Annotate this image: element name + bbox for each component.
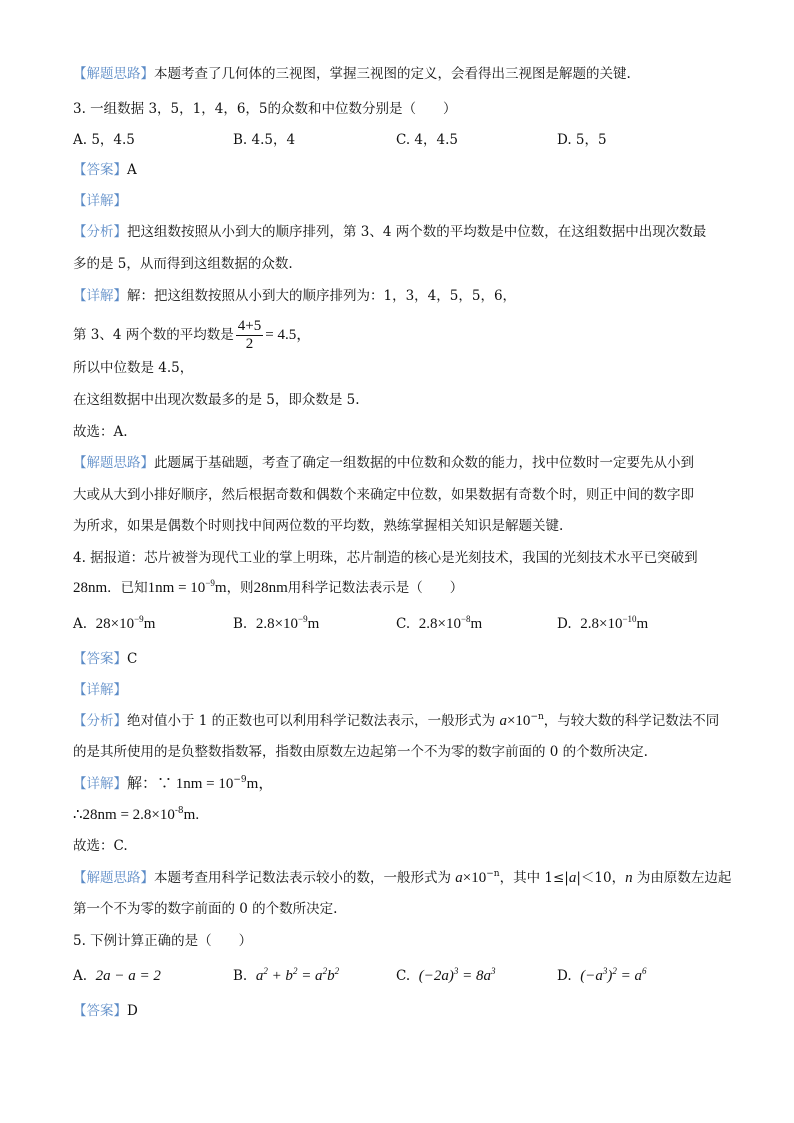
q4-result-exp: -8 xyxy=(174,806,184,816)
q4-jieti-text-3: |＜10， xyxy=(576,870,626,886)
q4-stem-text-2: ，则 xyxy=(226,580,254,596)
option-unit: m xyxy=(470,616,483,632)
option-label: A. xyxy=(73,616,88,632)
q3-analysis-text-1: 把这组数按照从小到大的顺序排列，第 3、4 两个数的平均数是中位数，在这组数据中出现次数最 xyxy=(127,224,707,240)
q3-jieti-text-1: 此题属于基础题，考查了确定一组数据的中位数和众数的能力，找中位数时一定要先从小到 xyxy=(154,455,694,471)
math-part: (−2a) xyxy=(418,968,454,984)
answer-value: A xyxy=(127,162,137,178)
analysis-tag: 【分析】 xyxy=(73,224,127,240)
q3-stem: 3. 一组数据 3，5，1，4，6，5的众数和中位数分别是（ ） xyxy=(73,101,457,117)
q4-solve-line-2 xyxy=(73,805,199,825)
q3-jieti-line-3: 为所求，如果是偶数个时则找中间两位数的平均数，熟练掌握相关知识是解题关键. xyxy=(73,518,564,534)
math-part: = 8a xyxy=(458,968,491,984)
detail-tag: 【详解】 xyxy=(73,193,127,209)
q4-result-unit: m. xyxy=(183,807,200,823)
ten-power: ×10 xyxy=(506,713,531,729)
solution-idea-text: 本题考查了几何体的三视图，掌握三视图的定义，会看得出三视图是解题的关键. xyxy=(154,66,631,82)
q3-jieti-line-1 xyxy=(73,453,694,473)
q5-option-c xyxy=(396,966,495,986)
option-label: D. xyxy=(557,616,572,632)
q4-stem-line-2 xyxy=(73,578,463,598)
detail-tag: 【详解】 xyxy=(73,682,127,698)
option-exp: −8 xyxy=(460,614,471,624)
option-math: 2a − a = 2 xyxy=(95,968,161,984)
fraction-result: = 4.5， xyxy=(265,327,312,343)
math-exp: 2 xyxy=(292,966,298,976)
option-math xyxy=(580,616,648,632)
q3-option-c: C. 4，4.5 xyxy=(396,132,458,148)
q5-option-a xyxy=(73,966,161,986)
q4-option-b xyxy=(233,614,319,634)
q3-solve-line-1 xyxy=(73,286,516,306)
fraction xyxy=(236,318,263,353)
math-exp: 2 xyxy=(612,966,617,976)
fraction-numerator: 4+5 xyxy=(237,318,262,334)
option-unit: m xyxy=(636,616,649,632)
var-n: n xyxy=(625,870,633,886)
q3-analysis-line-1 xyxy=(73,222,706,242)
q5-option-d xyxy=(557,966,646,986)
option-unit: m xyxy=(143,616,156,632)
q3-solve-line-2 xyxy=(73,318,311,353)
solution-idea-tag: 【解题思路】 xyxy=(73,455,154,471)
option-unit: m xyxy=(307,616,320,632)
math-part: ) xyxy=(607,968,613,984)
q5-option-b xyxy=(233,966,339,986)
q4-jieti-text-4: 为由原数左边起 xyxy=(632,870,732,886)
q3-choose: 故选：A. xyxy=(73,424,128,440)
var-a: a xyxy=(455,870,463,886)
detail-tag-2: 【详解】 xyxy=(73,776,127,792)
q3-option-d: D. 5，5 xyxy=(557,132,607,148)
q4-solve-line-1 xyxy=(73,774,273,794)
q4-stem-math-1: 28nm xyxy=(73,580,108,596)
q3-solve-text-2: 第 3、4 两个数的平均数是 xyxy=(73,327,234,343)
q4-solve-math: 解：∵ 1nm = 10 xyxy=(127,776,234,792)
option-base: 2.8×10 xyxy=(580,616,623,632)
math-exp: 3 xyxy=(490,966,496,976)
q3-option-b: B. 4.5，4 xyxy=(233,132,296,148)
q3-jieti-line-2: 大或从大到小排好顺序，然后根据奇数和偶数个来确定中位数，如果数据有奇数个时，则正中间的数字即 xyxy=(73,487,694,503)
fraction-denominator: 2 xyxy=(245,336,254,352)
answer-value: D xyxy=(127,1003,138,1019)
q4-stem-line-1: 4. 据报道：芯片被誉为现代工业的掌上明珠，芯片制造的核心是光刻技术，我国的光刻技术水平已突破到 xyxy=(73,550,698,566)
option-math xyxy=(419,616,482,632)
math-part: + b xyxy=(267,968,293,984)
q4-stem-math-2 xyxy=(148,580,227,596)
option-label: C. xyxy=(396,616,411,632)
ten-power: ×10 xyxy=(462,870,487,886)
q3-solve-text-1: 解：把这组数按照从小到大的顺序排列为：1，3，4，5，5，6， xyxy=(127,288,517,304)
power-exp: −n xyxy=(486,869,500,879)
answer-tag: 【答案】 xyxy=(73,162,127,178)
q4-result-math: ∴28nm = 2.8×10 xyxy=(73,807,175,823)
q4-jieti-text-2: ，其中 1≤| xyxy=(499,870,569,886)
q3-answer xyxy=(73,160,137,180)
var-a: a xyxy=(568,870,577,886)
solution-idea-tag: 【解题思路】 xyxy=(73,870,154,886)
answer-value: C xyxy=(127,651,138,667)
q4-stem-math-3: 28nm xyxy=(253,580,288,596)
q4-stem-text-3: 用科学记数法表示是（ ） xyxy=(287,580,464,596)
q4-stem-math-2-exp: −9 xyxy=(205,578,215,588)
q4-solve-exp: −9 xyxy=(233,775,247,785)
math-part: = a xyxy=(297,968,323,984)
option-exp: −9 xyxy=(134,614,144,624)
q3-option-a: A. 5，4.5 xyxy=(73,132,135,148)
solution-idea-tag: 【解题思路】 xyxy=(73,66,154,82)
q4-jieti-line-2: 第一个不为零的数字前面的 0 的个数所决定. xyxy=(73,901,338,917)
option-math xyxy=(96,616,156,632)
option-label: B. xyxy=(233,968,248,984)
q4-jieti-line-1 xyxy=(73,868,731,888)
math-part: a xyxy=(255,968,264,984)
var-a: a xyxy=(499,713,507,729)
q4-jieti-text: 本题考查用科学记数法表示较小的数，一般形式为 xyxy=(154,870,456,886)
option-base: 28×10 xyxy=(95,616,135,632)
q4-choose: 故选：C. xyxy=(73,838,128,854)
q4-option-c xyxy=(396,614,482,634)
math-part: b xyxy=(327,968,335,984)
math-exp: 2 xyxy=(322,966,328,976)
math-part: = a xyxy=(616,968,642,984)
option-base: 2.8×10 xyxy=(418,616,461,632)
option-math xyxy=(580,968,646,984)
q4-stem-math-2-base: 1nm = 10 xyxy=(147,580,206,596)
q4-analysis-line-1 xyxy=(73,711,719,731)
q3-solve-line-4: 在这组数据中出现次数最多的是 5，即众数是 5. xyxy=(73,392,360,408)
option-math xyxy=(256,616,319,632)
q3-analysis-line-2: 多的是 5，从而得到这组数据的众数. xyxy=(73,256,293,272)
analysis-tag: 【分析】 xyxy=(73,713,127,729)
q4-detail-heading xyxy=(73,680,127,700)
q4-answer xyxy=(73,649,137,669)
option-label: B. xyxy=(233,616,248,632)
option-exp: −10 xyxy=(622,614,637,624)
option-base: 2.8×10 xyxy=(255,616,299,632)
q3-detail-heading xyxy=(73,191,127,211)
q3-solve-line-3: 所以中位数是 4.5， xyxy=(73,360,194,376)
q5-answer xyxy=(73,1001,138,1021)
math-exp: 3 xyxy=(602,966,608,976)
option-math xyxy=(419,968,496,984)
q5-stem: 5. 下例计算正确的是（ ） xyxy=(73,933,253,949)
q4-option-d xyxy=(557,614,648,634)
q4-analysis-text-tail: ，与较大数的科学记数法不同 xyxy=(543,713,720,729)
math-exp: 2 xyxy=(334,966,340,976)
answer-tag: 【答案】 xyxy=(73,1003,127,1019)
math-part: (−a xyxy=(580,968,603,984)
q4-stem-math-2-unit: m xyxy=(214,580,227,596)
option-label: A. xyxy=(73,968,88,984)
q4-analysis-line-2: 的是其所使用的是负整数指数幂，指数由原数左边起第一个不为零的数字前面的 0 的个数所决定. xyxy=(73,744,648,760)
option-math xyxy=(256,968,339,984)
math-exp: 6 xyxy=(641,966,647,976)
option-label: C. xyxy=(396,968,411,984)
answer-tag: 【答案】 xyxy=(73,651,127,667)
detail-tag-2: 【详解】 xyxy=(73,288,127,304)
q4-option-a xyxy=(73,614,155,634)
q4-stem-text-1: ．已知 xyxy=(107,580,148,596)
power-exp: −n xyxy=(530,712,544,722)
option-label: D. xyxy=(557,968,572,984)
math-exp: 3 xyxy=(453,966,459,976)
q4-analysis-text: 绝对值小于 1 的正数也可以利用科学记数法表示，一般形式为 xyxy=(127,713,500,729)
solution-idea-line xyxy=(73,64,631,84)
option-exp: −9 xyxy=(298,614,308,624)
math-exp: 2 xyxy=(263,966,268,976)
q4-solve-unit: m， xyxy=(246,776,274,792)
